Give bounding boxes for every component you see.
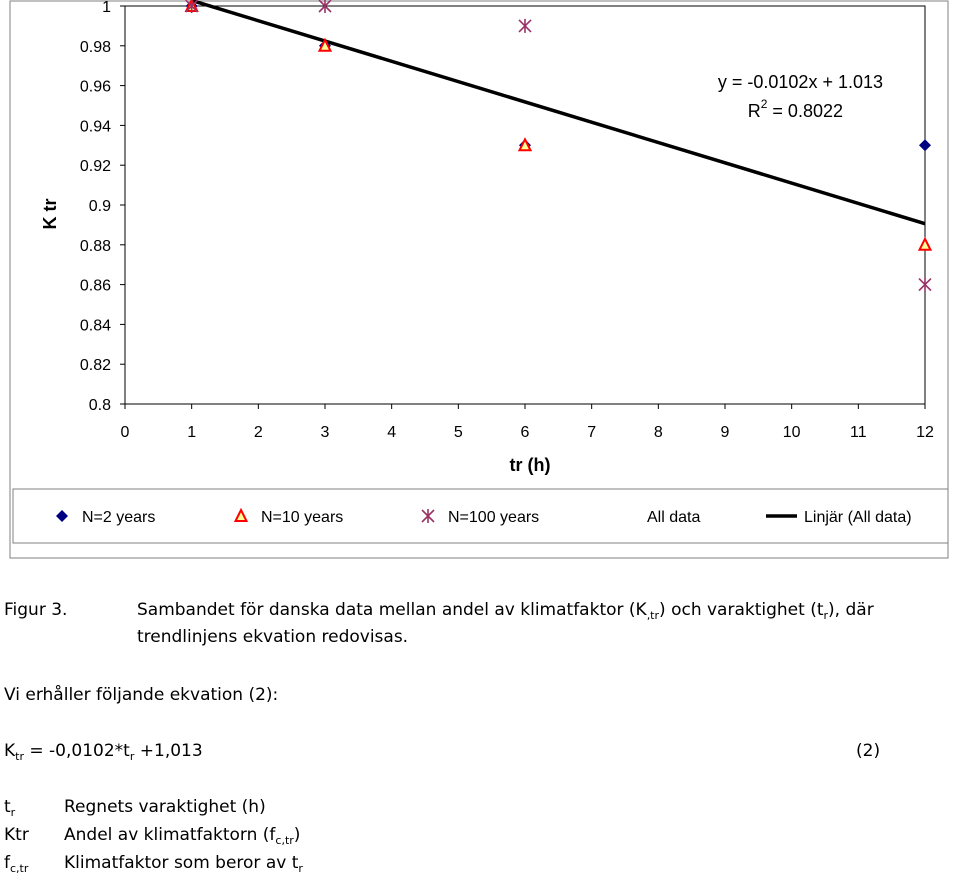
r2-value: = 0.8022: [767, 101, 843, 121]
eq-mid-sub: r: [129, 750, 135, 763]
x-tick-label: 7: [587, 424, 597, 441]
def-sym-main: Ktr: [4, 825, 29, 845]
def-symbol-fctr: [4, 853, 28, 875]
y-tick-label: 0.92: [79, 158, 111, 176]
x-tick-label: 6: [520, 424, 530, 441]
caption-part-b: ) och varaktighet (t: [659, 600, 824, 620]
def-text-tr: [64, 797, 266, 819]
def-text-ktr: [64, 825, 300, 847]
def-text-sub: r: [298, 862, 303, 875]
x-axis-title: tr (h): [509, 455, 551, 475]
x-tick-label: 8: [653, 424, 663, 441]
x-tick-label: 2: [253, 424, 263, 441]
legend-item-all: [647, 509, 700, 526]
def-text-sub: c,tr: [275, 834, 294, 847]
caption-part-c: ), där: [828, 600, 874, 620]
y-tick-label: 0.86: [79, 277, 111, 295]
x-tick-label: 9: [720, 424, 730, 441]
legend-label-n10: N=10 years: [261, 509, 344, 526]
r2-prefix: R: [747, 101, 761, 121]
y-tick-label: 0.96: [79, 78, 111, 96]
def-sym-main: f: [4, 853, 10, 873]
equation: [4, 741, 203, 763]
y-tick-label: 1: [102, 0, 111, 16]
def-sym-sub: r: [10, 806, 16, 819]
eq-rhs: +1,013: [134, 741, 203, 761]
def-text-main: Regnets varaktighet (h): [64, 797, 266, 817]
def-text-main: Andel av klimatfaktorn (f: [64, 825, 276, 845]
legend-label-linear: Linjär (All data): [804, 509, 912, 526]
def-sym-sub: c,tr: [10, 862, 29, 875]
eq-lhs-sub: tr: [15, 750, 24, 763]
trend-equation: y = -0.0102x + 1.013: [717, 72, 883, 92]
y-tick-label: 0.88: [79, 237, 111, 255]
plot-area: [125, 6, 925, 404]
def-symbol-tr: [4, 797, 15, 819]
equation-number: (2): [856, 741, 881, 761]
y-tick-label: 0.84: [79, 317, 111, 335]
def-text-main: Klimatfaktor som beror av t: [64, 853, 299, 873]
x-tick-label: 10: [782, 424, 801, 441]
y-tick-label: 0.98: [79, 38, 111, 56]
def-symbol-ktr: [4, 825, 29, 847]
def-text-fctr: [64, 853, 303, 875]
def-sym-main: t: [4, 797, 11, 817]
figure-label: Figur 3.: [4, 600, 68, 620]
x-tick-label: 4: [387, 424, 397, 441]
y-tick-label: 0.8: [88, 397, 111, 414]
caption-part-a: Sambandet för danska data mellan andel av klimatfaktor (K: [137, 600, 647, 620]
y-tick-label: 0.82: [79, 357, 111, 375]
x-tick-label: 11: [850, 424, 867, 441]
def-text-after: ): [293, 825, 301, 845]
x-tick-label: 1: [187, 424, 197, 441]
caption-sub-a: ,tr: [646, 609, 660, 622]
caption-sub-b: r: [823, 609, 829, 622]
x-tick-label: 12: [916, 424, 934, 441]
x-tick-label: 3: [320, 424, 330, 441]
intro-text: Vi erhåller följande ekvation (2):: [4, 685, 279, 705]
figure-caption-line1: [137, 600, 874, 622]
figure-caption-line2: trendlinjens ekvation redovisas.: [137, 627, 409, 647]
x-tick-label: 0: [120, 424, 130, 441]
x-tick-label: 5: [453, 424, 463, 441]
y-axis-title: K tr: [40, 198, 60, 230]
y-tick-label: 0.94: [79, 118, 111, 136]
legend-label-all: All data: [647, 509, 701, 526]
legend-label-n100: N=100 years: [448, 509, 540, 526]
eq-lhs: K: [4, 741, 16, 761]
legend-label-n2: N=2 years: [82, 509, 156, 526]
r2-exponent: 2: [760, 97, 768, 111]
y-tick-label: 0.9: [88, 198, 111, 215]
eq-mid: = -0,0102*t: [24, 741, 130, 761]
